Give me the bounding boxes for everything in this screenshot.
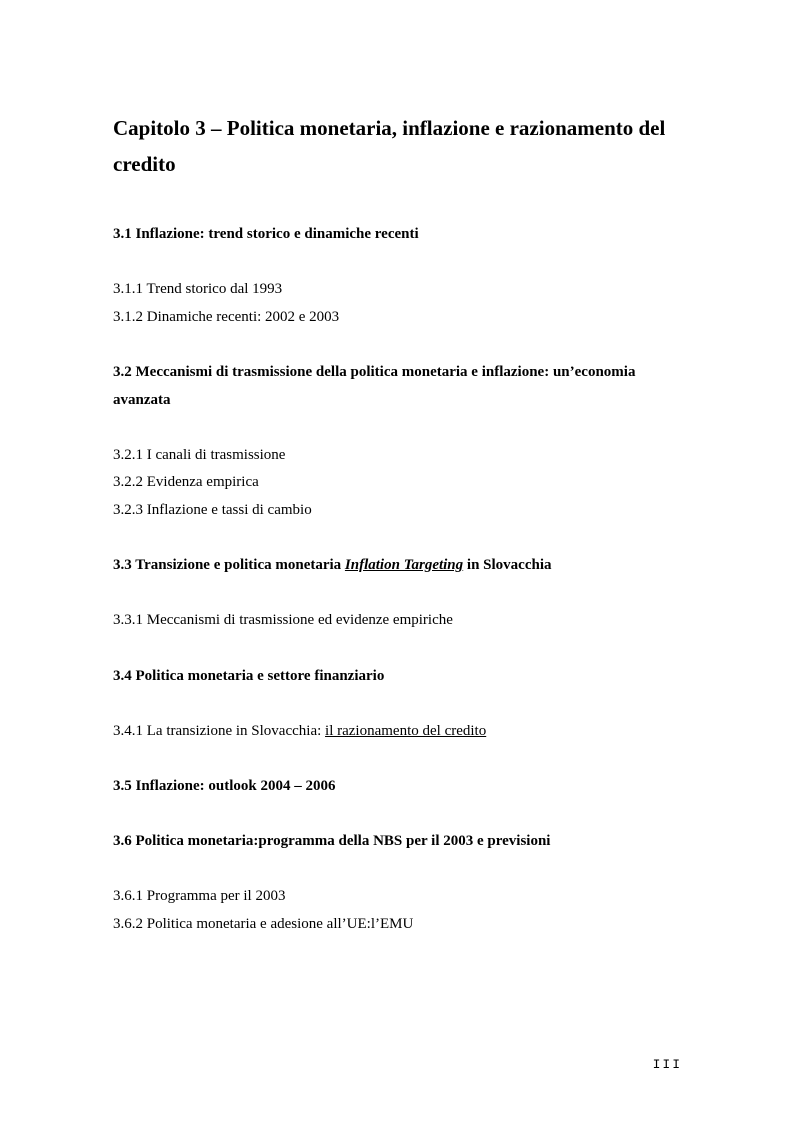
section-heading-3-3 <box>113 551 688 579</box>
subsection-3-2-3: 3.2.3 Inflazione e tassi di cambio <box>113 502 312 518</box>
inflation-targeting-emphasis: Inflation Targeting <box>344 557 464 573</box>
section-heading-3-6: 3.6 Politica monetaria:programma della NBS per il 2003 e previsioni <box>113 833 551 849</box>
chapter-title: Capitolo 3 – Politica monetaria, inflazione e razionamento del credito <box>113 116 666 176</box>
subsection-3-1-2: 3.1.2 Dinamiche recenti: 2002 e 2003 <box>113 309 340 325</box>
section-heading-3-2: 3.2 Meccanismi di trasmissione della politica monetaria e inflazione: un’economia avanzata <box>113 364 636 408</box>
subsection-3-6-1: 3.6.1 Programma per il 2003 <box>113 888 286 904</box>
section-heading-3-3-prefix: 3.3 Transizione e politica monetaria <box>113 557 345 573</box>
subsection-3-2-2: 3.2.2 Evidenza empirica <box>113 474 259 490</box>
section-heading-3-5: 3.5 Inflazione: outlook 2004 – 2006 <box>113 778 336 794</box>
section-heading-3-3-suffix: in Slovacchia <box>463 557 552 573</box>
section-heading-3-1: 3.1 Inflazione: trend storico e dinamiche recenti <box>113 226 419 242</box>
subsection-3-6-2: 3.6.2 Politica monetaria e adesione all’UE:l’EMU <box>113 916 414 932</box>
subsection-3-4-1 <box>113 721 486 741</box>
subsection-3-2-1: 3.2.1 I canali di trasmissione <box>113 447 286 463</box>
razionamento-credito-link: il razionamento del credito <box>325 723 487 739</box>
subsection-3-4-1-prefix: 3.4.1 La transizione in Slovacchia: <box>113 723 326 739</box>
section-heading-3-4: 3.4 Politica monetaria e settore finanziario <box>113 668 385 684</box>
subsection-3-1-1: 3.1.1 Trend storico dal 1993 <box>113 281 283 297</box>
page-number: III <box>652 1057 682 1072</box>
subsection-3-3-1: 3.3.1 Meccanismi di trasmissione ed evidenze empiriche <box>113 612 453 628</box>
